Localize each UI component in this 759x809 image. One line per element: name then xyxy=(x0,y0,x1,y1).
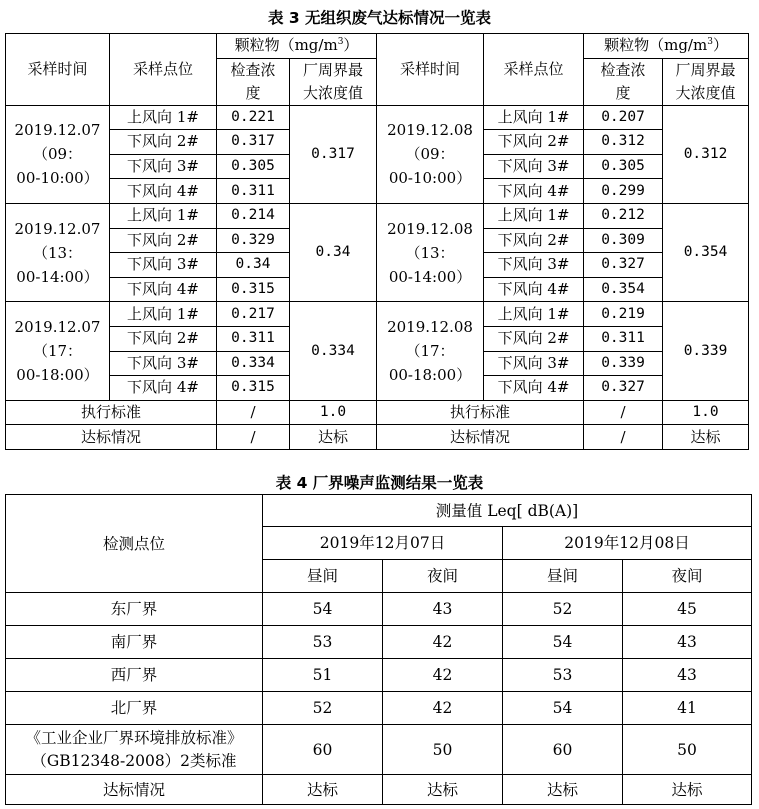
header-row-1 xyxy=(6,34,749,59)
boundary-name: 北厂界 xyxy=(6,692,263,725)
status-row-value: 达标 xyxy=(663,425,749,450)
standard-name-line: 《工业企业厂界环境排放标准》 xyxy=(25,728,243,747)
noise-value: 42 xyxy=(383,626,503,659)
sampling-point: 上风向 1# xyxy=(484,302,584,327)
header-measured-value: 测量值 Leq[ dB(A)] xyxy=(263,495,752,527)
status-row-concentration: / xyxy=(584,425,663,450)
concentration-value: 0.315 xyxy=(217,277,290,302)
header-sampling-point: 采样点位 xyxy=(110,34,217,106)
header-daytime: 昼间 xyxy=(263,560,383,593)
concentration-value: 0.334 xyxy=(217,351,290,376)
noise-row xyxy=(6,593,752,626)
sampling-point: 下风向 3# xyxy=(484,253,584,278)
concentration-value: 0.311 xyxy=(217,179,290,204)
noise-status-value: 达标 xyxy=(623,775,752,805)
sampling-point: 上风向 1# xyxy=(484,203,584,228)
sampling-time-cell xyxy=(377,105,484,203)
header-check-concentration: 检查浓度 xyxy=(584,58,663,105)
sampling-time-cell xyxy=(377,302,484,400)
sampling-time-time-range: （17： xyxy=(405,342,455,361)
sampling-point: 上风向 1# xyxy=(110,105,217,130)
sampling-point: 下风向 2# xyxy=(110,228,217,253)
sampling-point: 上风向 1# xyxy=(110,302,217,327)
sampling-time-time-end: 00-14:00） xyxy=(16,267,99,286)
concentration-value: 0.312 xyxy=(584,130,663,155)
noise-status-label: 达标情况 xyxy=(6,775,263,805)
noise-value: 52 xyxy=(503,593,623,626)
noise-value: 43 xyxy=(623,659,752,692)
concentration-value: 0.219 xyxy=(584,302,663,327)
standard-row xyxy=(6,400,749,425)
noise-value: 51 xyxy=(263,659,383,692)
sampling-point: 下风向 3# xyxy=(110,253,217,278)
sampling-point: 下风向 3# xyxy=(110,154,217,179)
concentration-value: 0.339 xyxy=(584,351,663,376)
table3-title: 表 3 无组织废气达标情况一览表 xyxy=(267,9,492,27)
sampling-point: 下风向 3# xyxy=(110,351,217,376)
concentration-value: 0.315 xyxy=(217,376,290,401)
sampling-time-time-date: 2019.12.07 xyxy=(14,121,101,140)
noise-status-value: 达标 xyxy=(383,775,503,805)
noise-status-value: 达标 xyxy=(503,775,623,805)
concentration-value: 0.311 xyxy=(217,326,290,351)
standard-limit-value: 50 xyxy=(623,725,752,775)
sampling-time-time-date: 2019.12.08 xyxy=(387,219,473,238)
noise-status-value: 达标 xyxy=(263,775,383,805)
noise-value: 54 xyxy=(503,692,623,725)
noise-value: 41 xyxy=(623,692,752,725)
header-date-2: 2019年12月08日 xyxy=(503,527,752,560)
sampling-point: 下风向 2# xyxy=(110,130,217,155)
sampling-time-time-end: 00-18:00） xyxy=(388,366,472,385)
header-sampling-point: 采样点位 xyxy=(484,34,584,106)
header-sampling-time: 采样时间 xyxy=(6,34,110,106)
standard-row-label: 执行标准 xyxy=(377,400,584,425)
sampling-point: 下风向 4# xyxy=(110,277,217,302)
sampling-point: 上风向 1# xyxy=(110,203,217,228)
noise-standard-label xyxy=(6,725,263,775)
header-daytime: 昼间 xyxy=(503,560,623,593)
sampling-time-time-end: 00-10:00） xyxy=(388,169,472,188)
header-nighttime: 夜间 xyxy=(383,560,503,593)
concentration-value: 0.354 xyxy=(584,277,663,302)
sampling-point: 下风向 2# xyxy=(484,228,584,253)
noise-standard-row xyxy=(6,725,752,775)
data-row xyxy=(6,203,749,228)
standard-limit-value: 60 xyxy=(503,725,623,775)
header-particulate: 颗粒物$(mg/m^3)$ xyxy=(217,34,377,59)
sampling-time-cell xyxy=(377,203,484,301)
data-row xyxy=(6,302,749,327)
sampling-time-time-range: （17： xyxy=(32,342,83,361)
concentration-value: 0.34 xyxy=(217,253,290,278)
sampling-point: 下风向 2# xyxy=(484,130,584,155)
noise-status-row xyxy=(6,775,752,805)
max-concentration-value: 0.339 xyxy=(663,302,749,400)
sampling-point: 下风向 2# xyxy=(484,326,584,351)
sampling-point: 下风向 4# xyxy=(110,179,217,204)
standard-code-line: （GB12348-2008）2类标准 xyxy=(31,751,237,770)
concentration-value: 0.327 xyxy=(584,376,663,401)
header-check-concentration: 检查浓度 xyxy=(217,58,290,105)
concentration-value: 0.214 xyxy=(217,203,290,228)
noise-value: 45 xyxy=(623,593,752,626)
sampling-time-time-end: 00-10:00） xyxy=(16,169,99,188)
concentration-value: 0.207 xyxy=(584,105,663,130)
status-row-label: 达标情况 xyxy=(6,425,217,450)
concentration-value: 0.299 xyxy=(584,179,663,204)
concentration-value: 0.317 xyxy=(217,130,290,155)
sampling-time-time-date: 2019.12.08 xyxy=(387,318,473,337)
noise-row xyxy=(6,692,752,725)
header-particulate: 颗粒物$(mg/m^3)$ xyxy=(584,34,749,59)
concentration-value: 0.305 xyxy=(584,154,663,179)
status-row-label: 达标情况 xyxy=(377,425,584,450)
header-sampling-time: 采样时间 xyxy=(377,34,484,106)
concentration-value: 0.329 xyxy=(217,228,290,253)
header-monitoring-point: 检测点位 xyxy=(6,495,263,593)
sampling-time-time-date: 2019.12.07 xyxy=(14,318,101,337)
noise-value: 42 xyxy=(383,692,503,725)
noise-header-row-1 xyxy=(6,495,752,527)
standard-row-value: 1.0 xyxy=(290,400,377,425)
standard-row-concentration: / xyxy=(584,400,663,425)
sampling-point: 下风向 4# xyxy=(110,376,217,401)
standard-row-concentration: / xyxy=(217,400,290,425)
standard-row-value: 1.0 xyxy=(663,400,749,425)
concentration-value: 0.327 xyxy=(584,253,663,278)
concentration-value: 0.311 xyxy=(584,326,663,351)
sampling-point: 下风向 3# xyxy=(484,351,584,376)
noise-value: 53 xyxy=(503,659,623,692)
concentration-value: 0.212 xyxy=(584,203,663,228)
header-nighttime: 夜间 xyxy=(623,560,752,593)
sampling-point: 上风向 1# xyxy=(484,105,584,130)
sampling-point: 下风向 2# xyxy=(110,326,217,351)
noise-row xyxy=(6,659,752,692)
max-concentration-value: 0.312 xyxy=(663,105,749,203)
max-concentration-value: 0.354 xyxy=(663,203,749,301)
header-max-concentration: 厂周界最大浓度值 xyxy=(290,58,377,105)
sampling-point: 下风向 4# xyxy=(484,277,584,302)
max-concentration-value: 0.317 xyxy=(290,105,377,203)
status-row-value: 达标 xyxy=(290,425,377,450)
sampling-time-time-date: 2019.12.07 xyxy=(14,219,101,238)
table4-title: 表 4 厂界噪声监测结果一览表 xyxy=(275,474,484,492)
boundary-name: 西厂界 xyxy=(6,659,263,692)
data-row xyxy=(6,105,749,130)
concentration-value: 0.305 xyxy=(217,154,290,179)
sampling-time-time-range: （13： xyxy=(405,243,455,262)
concentration-value: 0.221 xyxy=(217,105,290,130)
status-row-concentration: / xyxy=(217,425,290,450)
boundary-name: 南厂界 xyxy=(6,626,263,659)
sampling-time-time-date: 2019.12.08 xyxy=(387,121,473,140)
sampling-time-time-end: 00-14:00） xyxy=(388,267,472,286)
header-date-1: 2019年12月07日 xyxy=(263,527,503,560)
sampling-point: 下风向 3# xyxy=(484,154,584,179)
noise-value: 42 xyxy=(383,659,503,692)
boundary-name: 东厂界 xyxy=(6,593,263,626)
standard-limit-value: 50 xyxy=(383,725,503,775)
sampling-time-cell xyxy=(6,203,110,301)
sampling-time-cell xyxy=(6,105,110,203)
header-max-concentration: 厂周界最大浓度值 xyxy=(663,58,749,105)
concentration-value: 0.217 xyxy=(217,302,290,327)
concentration-value: 0.309 xyxy=(584,228,663,253)
standard-limit-value: 60 xyxy=(263,725,383,775)
max-concentration-value: 0.334 xyxy=(290,302,377,400)
noise-value: 43 xyxy=(383,593,503,626)
sampling-time-time-range: （09： xyxy=(32,145,83,164)
noise-value: 54 xyxy=(503,626,623,659)
sampling-time-time-end: 00-18:00） xyxy=(16,366,99,385)
noise-row xyxy=(6,626,752,659)
noise-table xyxy=(5,494,752,805)
noise-value: 52 xyxy=(263,692,383,725)
noise-value: 54 xyxy=(263,593,383,626)
max-concentration-value: 0.34 xyxy=(290,203,377,301)
noise-value: 53 xyxy=(263,626,383,659)
sampling-time-time-range: （13： xyxy=(32,243,83,262)
noise-value: 43 xyxy=(623,626,752,659)
sampling-point: 下风向 4# xyxy=(484,376,584,401)
sampling-time-cell xyxy=(6,302,110,400)
status-row xyxy=(6,425,749,450)
sampling-point: 下风向 4# xyxy=(484,179,584,204)
standard-row-label: 执行标准 xyxy=(6,400,217,425)
sampling-time-time-range: （09： xyxy=(405,145,455,164)
waste-gas-table xyxy=(5,33,749,450)
